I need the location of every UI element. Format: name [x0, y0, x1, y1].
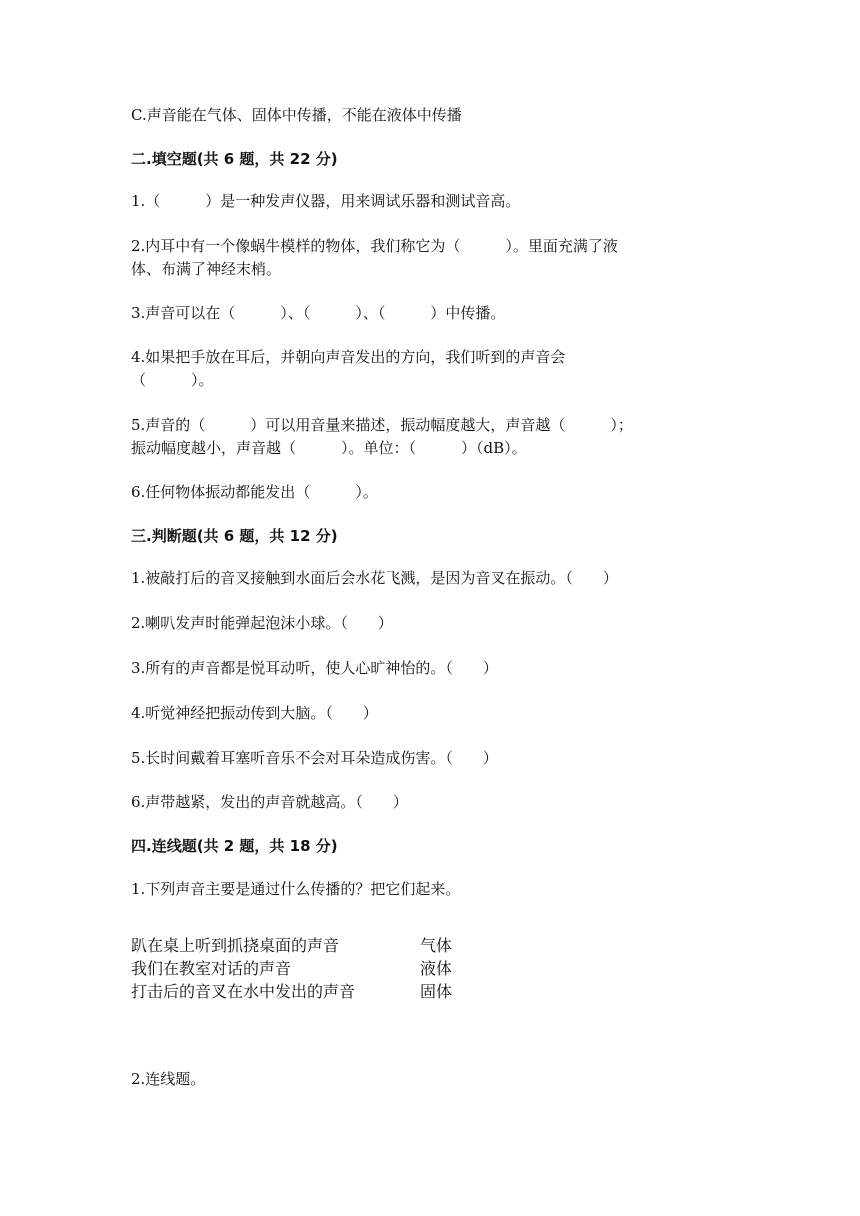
judge-question-2: 2.喇叭发声时能弹起泡沫小球。（ ）: [131, 614, 393, 632]
judge-question-3: 3.所有的声音都是悦耳动听，使人心旷神怡的。（ ）: [131, 659, 498, 677]
section-4-heading: 四.连线题(共 2 题，共 18 分): [131, 837, 338, 855]
fill-question-6: 6.任何物体振动都能发出（ ）。: [131, 483, 378, 501]
fill-question-1: 1.（ ）是一种发声仪器，用来调试乐器和测试音高。: [131, 192, 521, 210]
option-c: C.声音能在气体、固体中传播，不能在液体中传播: [131, 106, 462, 124]
judge-question-1: 1.被敲打后的音叉接触到水面后会水花飞溅，是因为音叉在振动。（ ）: [131, 569, 618, 587]
section-3-heading: 三.判断题(共 6 题，共 12 分): [131, 527, 338, 545]
match-question-2: 2.连线题。: [131, 1070, 206, 1088]
match-left-item-3: 打击后的音叉在水中发出的声音: [131, 982, 356, 1001]
fill-question-2-line-2: 体、布满了神经末梢。: [131, 260, 282, 278]
judge-question-6: 6.声带越紧，发出的声音就越高。（ ）: [131, 793, 408, 811]
fill-question-3: 3.声音可以在（ ）、（ ）、（ ）中传播。: [131, 304, 506, 322]
fill-question-4-line-2: （ ）。: [131, 371, 214, 389]
fill-question-4-line-1: 4.如果把手放在耳后，并朝向声音发出的方向，我们听到的声音会: [131, 348, 566, 366]
fill-question-5-line-1: 5.声音的（ ）可以用音量来描述，振动幅度越大，声音越（ ）；: [131, 416, 633, 434]
fill-question-2-line-1: 2.内耳中有一个像蜗牛模样的物体，我们称它为（ ）。里面充满了液: [131, 237, 618, 255]
fill-question-5-line-2: 振动幅度越小，声音越（ ）。单位：（ ）（dB）。: [131, 439, 527, 457]
section-2-heading: 二.填空题(共 6 题，共 22 分): [131, 150, 338, 168]
judge-question-5: 5.长时间戴着耳塞听音乐不会对耳朵造成伤害。（ ）: [131, 749, 498, 767]
judge-question-4: 4.听觉神经把振动传到大脑。（ ）: [131, 704, 378, 722]
match-right-item-2: 液体: [420, 959, 453, 978]
match-question-1: 1.下列声音主要是通过什么传播的？把它们起来。: [131, 880, 461, 898]
match-right-item-3: 固体: [420, 982, 453, 1001]
match-left-item-1: 趴在桌上听到抓挠桌面的声音: [131, 936, 340, 955]
match-right-item-1: 气体: [420, 936, 453, 955]
match-left-item-2: 我们在教室对话的声音: [131, 959, 292, 978]
